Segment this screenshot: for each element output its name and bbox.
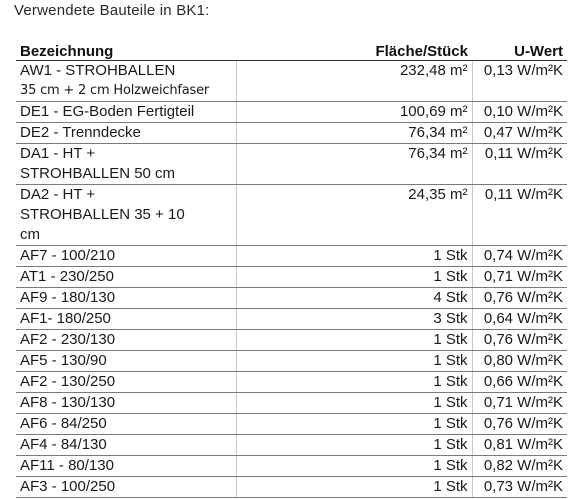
area-cell: 100,69 m² [236,102,472,123]
component-name-cell [16,288,236,309]
component-name-line: STROHBALLEN 35 + 10 [20,206,185,223]
table-row [16,246,567,267]
area-cell: 1 Stk [236,414,472,435]
uvalue-cell: 0,64 W/m²K [472,309,567,330]
component-name-line: AT1 - 230/250 [20,268,114,285]
table-row [16,123,567,144]
table-row [16,372,567,393]
area-cell: 1 Stk [236,330,472,351]
uvalue-cell: 0,66 W/m²K [472,372,567,393]
area-cell: 1 Stk [236,456,472,477]
component-name-line: STROHBALLEN 50 cm [20,165,176,182]
uvalue-cell: 0,82 W/m²K [472,456,567,477]
table-row [16,288,567,309]
component-name-line: AF8 - 130/130 [20,394,116,411]
component-name-line: AW1 - STROHBALLEN [20,62,176,79]
component-name-line: AF6 - 84/250 [20,415,107,432]
component-name-cell [16,185,236,246]
component-name-cell [16,414,236,435]
component-name-line: AF7 - 100/210 [20,247,116,264]
area-cell: 1 Stk [236,351,472,372]
component-name-line: AF9 - 180/130 [20,289,116,306]
area-cell: 1 Stk [236,393,472,414]
component-name-cell [16,435,236,456]
uvalue-cell: 0,81 W/m²K [472,435,567,456]
uvalue-cell: 0,80 W/m²K [472,351,567,372]
uvalue-cell: 0,13 W/m²K [472,61,567,102]
component-name-line: AF1- 180/250 [20,310,111,327]
uvalue-cell: 0,73 W/m²K [472,477,567,498]
table-row [16,414,567,435]
table-row [16,456,567,477]
uvalue-cell: 0,11 W/m²K [472,185,567,246]
component-name-line: cm [20,226,40,243]
table-row [16,102,567,123]
area-cell: 3 Stk [236,309,472,330]
area-cell: 1 Stk [236,435,472,456]
table-row [16,393,567,414]
table-row [16,185,567,246]
area-cell: 1 Stk [236,477,472,498]
uvalue-cell: 0,47 W/m²K [472,123,567,144]
component-name-line: AF5 - 130/90 [20,352,107,369]
uvalue-cell: 0,71 W/m²K [472,267,567,288]
area-cell: 1 Stk [236,372,472,393]
area-cell: 232,48 m² [236,61,472,102]
column-header-uvalue: U-Wert [472,41,567,61]
component-name-cell [16,351,236,372]
component-name-line: AF11 - 80/130 [20,457,114,474]
component-name-cell [16,61,236,102]
table-row [16,435,567,456]
uvalue-cell: 0,76 W/m²K [472,288,567,309]
component-name-line: AF3 - 100/250 [20,478,116,495]
table-header-row [16,41,567,61]
component-name-cell [16,309,236,330]
area-cell: 4 Stk [236,288,472,309]
component-name-cell [16,372,236,393]
column-header-name: Bezeichnung [16,41,236,61]
component-name-cell [16,144,236,185]
column-header-area: Fläche/Stück [236,41,472,61]
component-name-line: DA1 - HT + [20,145,96,162]
component-name-cell [16,267,236,288]
component-name-line: AF2 - 230/130 [20,331,116,348]
component-name-cell [16,123,236,144]
table-row [16,267,567,288]
area-cell: 1 Stk [236,267,472,288]
uvalue-cell: 0,74 W/m²K [472,246,567,267]
area-cell: 76,34 m² [236,144,472,185]
uvalue-cell: 0,10 W/m²K [472,102,567,123]
area-cell: 24,35 m² [236,185,472,246]
area-cell: 1 Stk [236,246,472,267]
component-name-cell [16,246,236,267]
component-name-cell [16,330,236,351]
component-name-cell [16,477,236,498]
table-row [16,330,567,351]
table-row [16,309,567,330]
table-row [16,144,567,185]
component-name-cell [16,102,236,123]
table-body [16,61,567,498]
uvalue-cell: 0,71 W/m²K [472,393,567,414]
uvalue-cell: 0,11 W/m²K [472,144,567,185]
table-row [16,61,567,102]
uvalue-cell: 0,76 W/m²K [472,330,567,351]
component-name-line: DA2 - HT + [20,186,96,203]
component-name-line: AF4 - 84/130 [20,436,107,453]
components-table [16,41,567,498]
component-name-cell [16,393,236,414]
component-name-cell [16,456,236,477]
component-name-line: AF2 - 130/250 [20,373,116,390]
component-name-line: DE1 - EG-Boden Fertigteil [20,103,195,120]
uvalue-cell: 0,76 W/m²K [472,414,567,435]
component-name-line: 35 cm + 2 cm Holzweichfaser [20,83,210,98]
component-name-line: DE2 - Trenndecke [20,124,141,141]
page-heading: Verwendete Bauteile in BK1: [14,2,210,19]
table-row [16,477,567,498]
area-cell: 76,34 m² [236,123,472,144]
table-row [16,351,567,372]
